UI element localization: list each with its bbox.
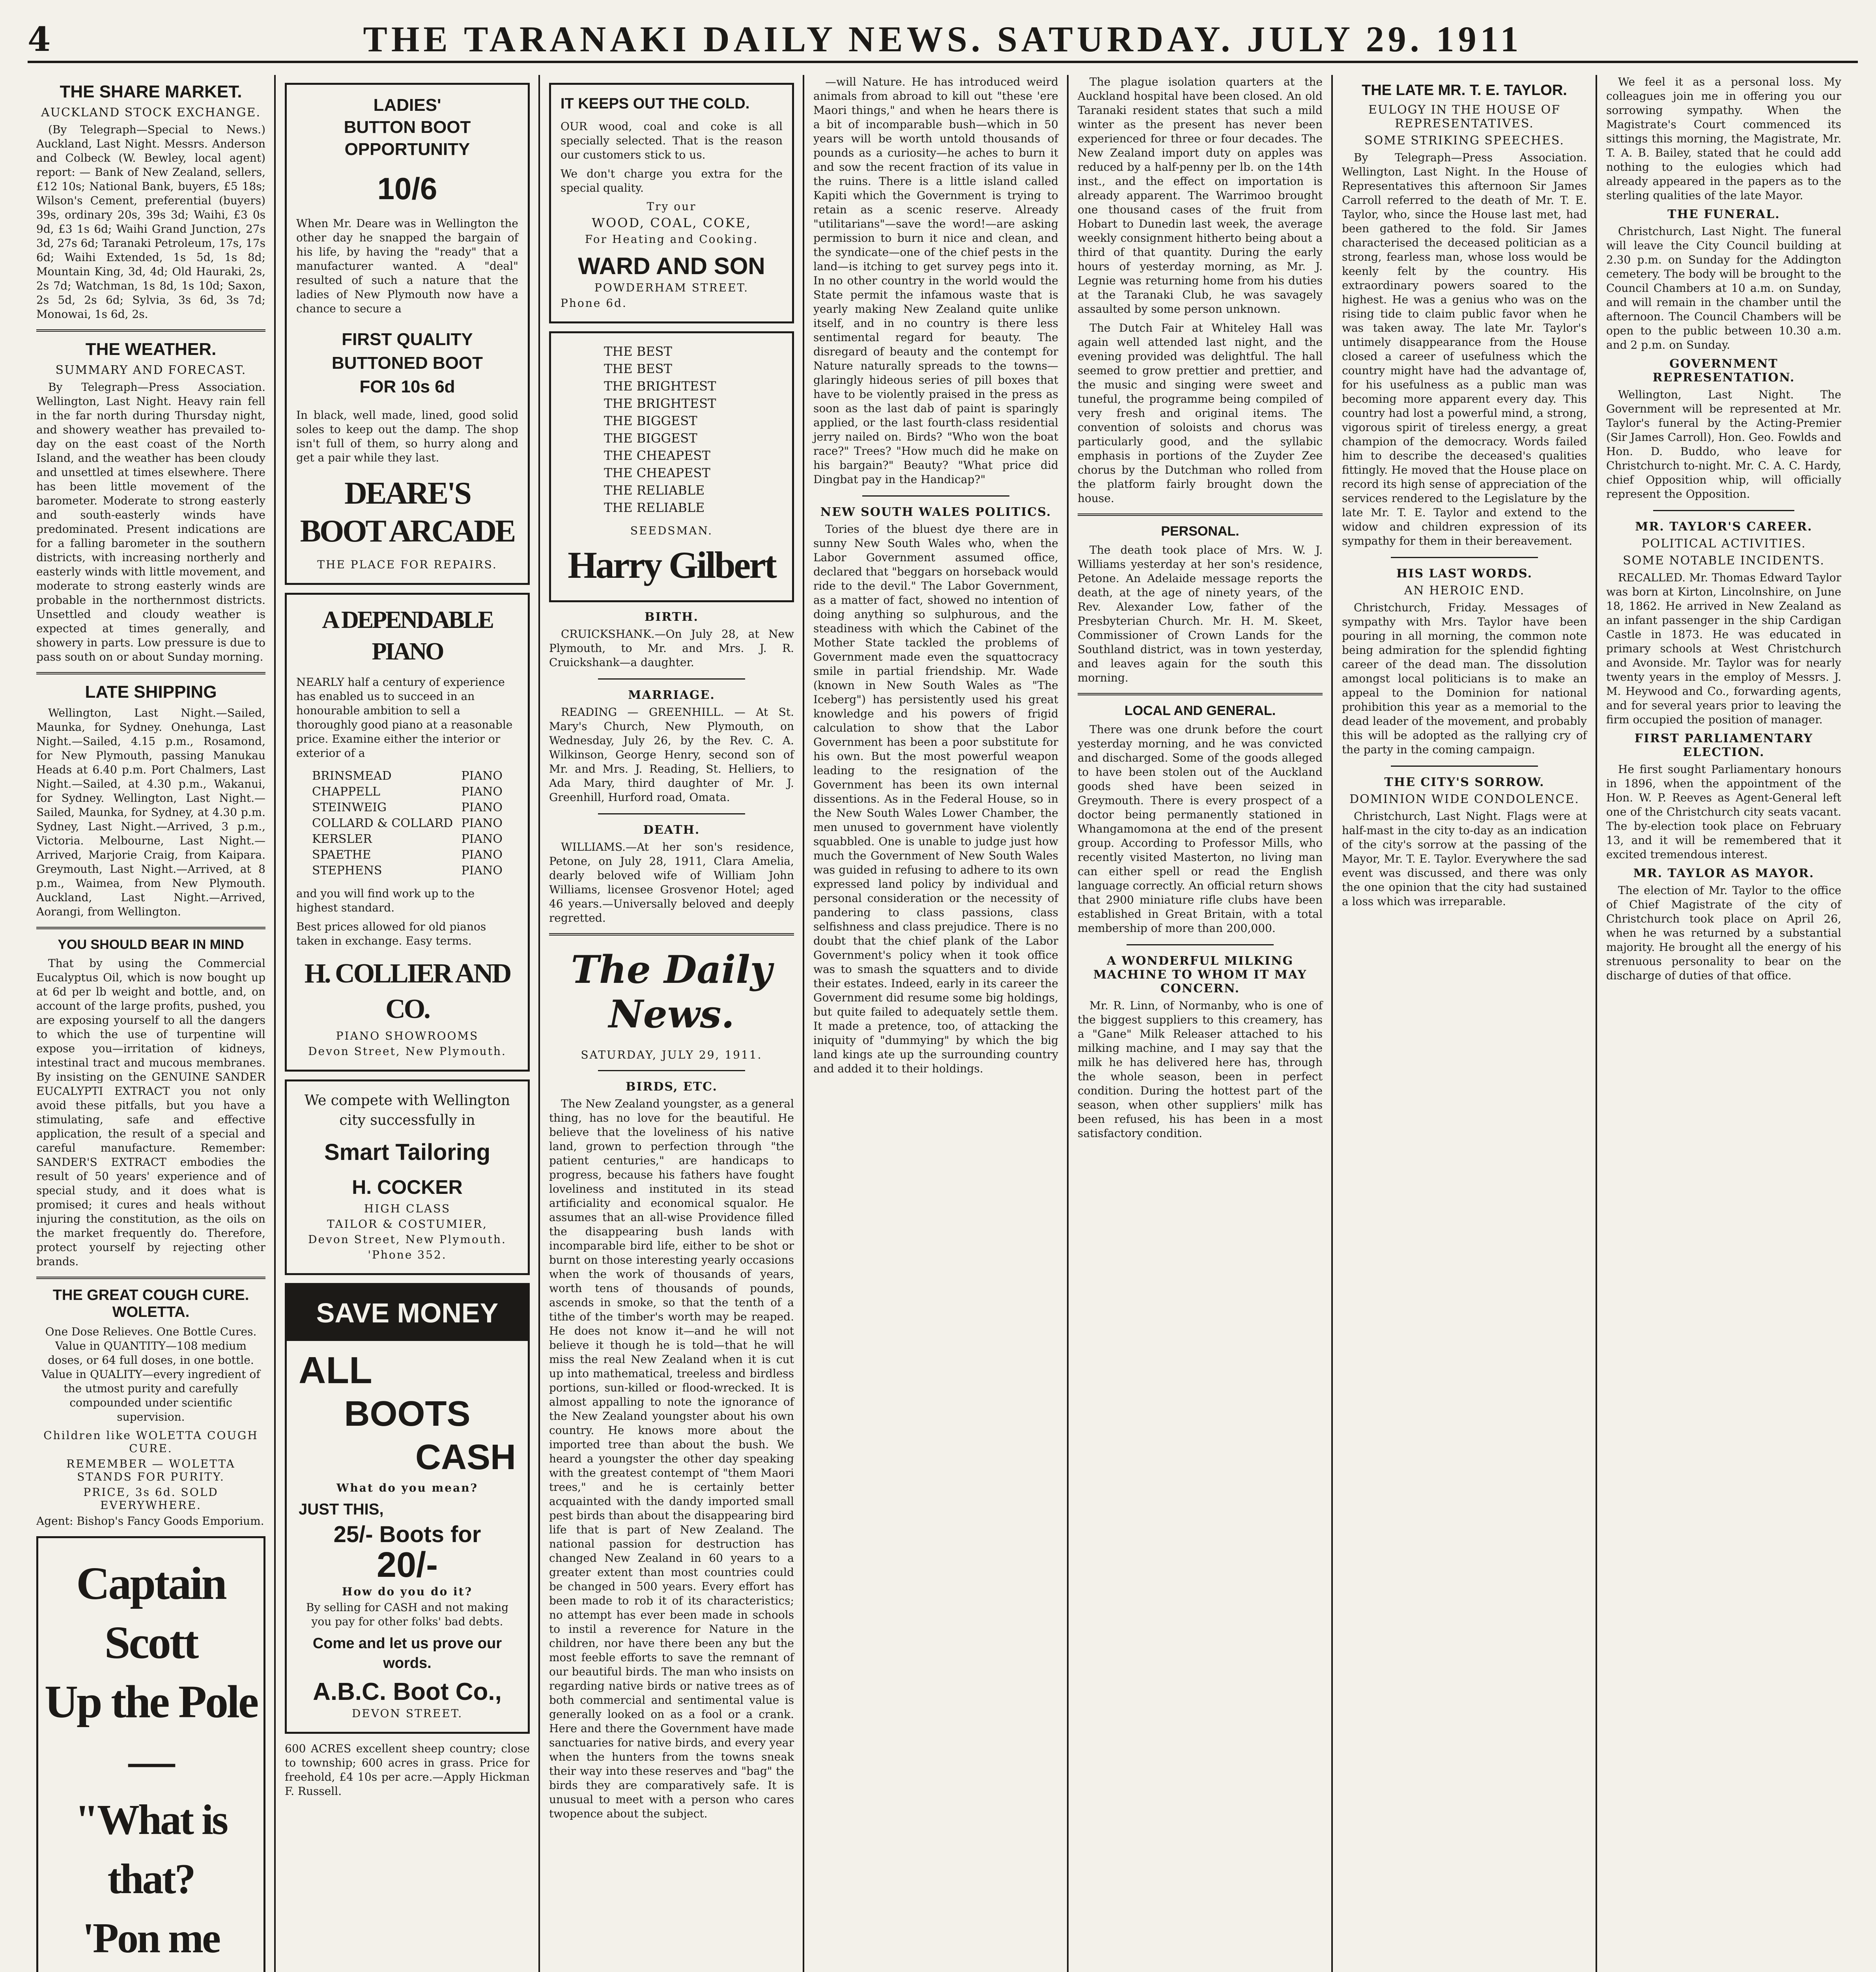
seed-list-item: THE CHEAPEST bbox=[604, 448, 710, 463]
city-sorrow-heading: THE CITY'S SORROW. bbox=[1384, 775, 1545, 789]
last-words-heading: HIS LAST WORDS. bbox=[1396, 567, 1533, 581]
ward-name: WARD AND SON bbox=[578, 253, 765, 279]
piano-prices: Best prices allowed for old pianos taken in exchange. Easy terms. bbox=[296, 920, 486, 947]
marriage-text: READING — GREENHILL. — At St. Mary's Church, New Plymouth, on Wednesday, July 26, by the Rev. C. A. Wilkinson, George Henry, second son of Mr. and Mrs. J. Reading, St. Helliers, to Ada Mary, third daughter of Mr. J. Greenhill, Hurford road, Omata. bbox=[549, 706, 794, 804]
save-money-text: SAVE MONEY bbox=[316, 1298, 499, 1328]
column-rule bbox=[1067, 75, 1069, 1972]
divider bbox=[1078, 693, 1323, 695]
page-number: 4 bbox=[28, 20, 51, 59]
dutch-fair-text: The Dutch Fair at Whiteley Hall was again well attended last night, and the evening provided was delightful. The hall seemed to grow prettier and prettier, and the music and singing were sweet and tuneful, the programme being compiled of very fresh and original items. The convention of soloists and chorus was particularly good, and the syllabic emphasis in portions of the Zuyder Zee chorus by the Dutchman who rolled from the platform fairly brought down the house. bbox=[1078, 321, 1323, 505]
column-1 bbox=[28, 75, 274, 1972]
birds-continued-text: —will Nature. He has introduced weird animals from abroad to kill out "these 'ere Maori things," and when he hears there is a bit of incomparable bush—which in 50 years will be worth untold thousands of pounds as a curiosity—he aches to burn it and sow the recent fraction of its value in the ruins. There is a little island called Kapiti which the Government is trying to retain as a scenic reserve. Already "utilitarians"—save the word!—are asking permission to burn it nice and clean, and the syndicate—one of the chief pests in the land—is itching to get survey pegs into it. In no other country in the world would the State permit the infamous waste that is yearly making New Zealand quite unlike itself, and in no country is there less sentimental regard for beauty. The disregard of beauty and the contempt for Nature naturally spreads to the towns—glaringly hideous series of pill boxes that have to be violently praised in the press as soon as the last dab of paint is sparingly applied, or the last fourth-class residential jerry nailed on. Birds? "Who won the boat race?" Trees? "How much did he make on his bargain?" Beauty? "What price did Dingbat pay in the Handicap?" bbox=[813, 75, 1058, 486]
funeral-heading: THE FUNERAL. bbox=[1667, 207, 1780, 221]
piano-list-item bbox=[312, 784, 503, 800]
divider bbox=[36, 1277, 265, 1279]
piano-kind: PIANO bbox=[461, 769, 503, 783]
piano-maker: STEINWEIG bbox=[312, 801, 387, 814]
gilbert-advert bbox=[549, 331, 794, 602]
quality-line-3: FOR 10s 6d bbox=[359, 377, 455, 396]
sanders-text: That by using the Commercial Eucalyptus Oil, which is now bought up at 6d per lb weight and bottle, and, on account of the large profits, pushed, you are exposing yourself to all the dangers to which the use of turpentine will expose you—irritation of kidneys, intestinal tract and mucous membranes. By insisting on the GENUINE SANDER EUCALYPTI EXTRACT you not only avoid these pitfalls, but you have a stimulating, safe and effective application, the result of a special and careful manufacture. Remember: SANDER'S EXTRACT embodies the result of 50 years' experience and of special study, and it does what is promised; it cures and heals without injuring the constitution, as the oils on the market frequently do. Therefore, protect yourself by rejecting other brands. bbox=[36, 957, 265, 1268]
column-5 bbox=[1069, 75, 1331, 1972]
save-money-advert bbox=[285, 1283, 530, 1734]
seed-list-item: THE RELIABLE bbox=[604, 483, 705, 498]
piano-maker: BRINSMEAD bbox=[312, 769, 392, 783]
taylor-heading: THE LATE MR. T. E. TAYLOR. bbox=[1362, 82, 1567, 99]
quality-text: In black, well made, lined, good solid soles to keep out the damp. The shop isn't full of them, so hurry along and get a pair while they last. bbox=[296, 409, 518, 464]
last-words-text: Christchurch, Friday. Messages of sympathy with Mrs. Taylor have been pouring in all morning, the common note being admiration for the splendid fighting career of the dead man. The dissolution amongst local politicians is to make an appeal to the Dominion for national prohibition this year as a memorial to the dead leader of the movement, and probably this will be adopted as the rallying cry of the party in the coming campaign. bbox=[1342, 601, 1587, 756]
boots-line-4: What do you mean? bbox=[336, 1481, 478, 1494]
birds-heading: BIRDS, ETC. bbox=[626, 1080, 718, 1094]
eulogy-text: By Telegraph—Press Association. Wellington, Last Night. In the House of Representatives this afternoon Sir James Carroll referred to the death of Mr. T. E. Taylor, who, since the House last met, had been gathered to the fold. Sir James characterised the deceased politician as a strong, fearless man, whose loss would be keenly felt by the country. His extraordinary powers soared to the highest. He was a genius who was on the rising tide to claim public favor when he was taken away. The late Mr. Taylor's untimely disappearance from the House closed a career of usefulness which the country might have had the advantage of, for his usefulness as a public man was becoming more apparent every day. This country had lost a powerful mind, a strong, vigorous spirit of tireless energy, a great champion of the democracy. Words failed him to describe the deceased's qualities fittingly. He moved that the House place on record its high sense of appreciation of the services rendered to the Legislature by the late Mr. T. E. Taylor and extend to the widow and children expression of its sympathy for them in their bereavement. bbox=[1342, 151, 1587, 547]
scott-line-3: "What is that? bbox=[75, 1796, 227, 1903]
career-subheading-2: SOME NOTABLE INCIDENTS. bbox=[1623, 554, 1825, 568]
ladies-line-2: BUTTON BOOT bbox=[344, 118, 471, 137]
column-4 bbox=[805, 75, 1067, 1972]
piano-heading: A DEPENDABLE PIANO bbox=[322, 607, 493, 665]
nsw-heading: NEW SOUTH WALES POLITICS. bbox=[820, 505, 1052, 519]
ward-address: POWDERHAM STREET. bbox=[594, 281, 749, 294]
ward-phone: Phone 6d. bbox=[561, 297, 627, 310]
save-money-banner bbox=[287, 1285, 528, 1341]
boots-line-9: By selling for CASH and not making you pay for other folks' bad debts. bbox=[306, 1601, 509, 1628]
scott-advert bbox=[36, 1536, 265, 1972]
condolence-subheading: DOMINION WIDE CONDOLENCE. bbox=[1349, 792, 1579, 806]
cocker-line-3: H. COCKER bbox=[352, 1176, 463, 1198]
stock-exchange-subheading: AUCKLAND STOCK EXCHANGE. bbox=[41, 106, 261, 120]
cocker-line-2: Smart Tailoring bbox=[324, 1139, 491, 1165]
seed-list-item: THE BRIGHTEST bbox=[604, 379, 716, 394]
seed-list bbox=[561, 343, 783, 516]
boots-line-7: 20/- bbox=[376, 1545, 438, 1585]
divider bbox=[549, 933, 794, 936]
seedsman-label: SEEDSMAN. bbox=[630, 524, 713, 537]
ladies-text: When Mr. Deare was in Wellington the other day he snapped the bargain of his life, by having the "ready" that a manufacturer wanted. A "deal" resulted of such a nature that the ladies of New Plymouth now have a chance to secure a bbox=[296, 217, 518, 315]
birth-text: CRUICKSHANK.—On July 28, at New Plymouth, to Mr. and Mrs. J. R. Cruickshank—a daughter. bbox=[549, 627, 794, 669]
deare-line-2: BOOT ARCADE bbox=[300, 514, 515, 549]
funeral-text: Christchurch, Last Night. The funeral will leave the City Council building at 2.30 p.m. on Sunday for the Addington cemetery. The body will be brought to the Council Chambers at 10 a.m. on Sunday, and will remain in the chamber until the afternoon. The Council Chambers will be open to the public between 10.30 a.m. and 2 p.m. on Sunday. bbox=[1606, 225, 1841, 351]
divider bbox=[1127, 944, 1274, 945]
share-market-text: (By Telegraph—Special to News.) Auckland, Last Night. Messrs. Anderson and Colbeck (W. Bewley, local agent) report: — Bank of New Zealand, sellers, £12 10s; National Bank, buyers, £5 18s; Wilson's Cement, preferential (buyers) 39s, ordinary 20s, 39s 3d; Waihi, £3 0s 9d, £3 1s 6d; Waihi Grand Junction, 27s 3d, 27s 6d; Taranaki Petroleum, 17s, 17s 6d; Waihi Extended, 1s 5d, 1s 8d; Mountain King, 3d, 4d; Old Hauraki, 2s, 2s 7d; Watchman, 1s 8d, 1s 10d; Saxon, 2s 5d, 2s 6d; Sylvia, 3s 6d, 3s 7d; Monowai, 1s 6d, 2s. bbox=[36, 123, 265, 321]
collier-address: Devon Street, New Plymouth. bbox=[308, 1045, 506, 1058]
cocker-line-4: HIGH CLASS bbox=[364, 1202, 451, 1215]
piano-kind: PIANO bbox=[461, 832, 503, 846]
death-text: WILLIAMS.—At her son's residence, Petone, on July 28, 1911, Clara Amelia, dearly beloved wife of William John Williams, licensee Grosvenor Hotel; aged 46 years.—Universally beloved and deeply regretted. bbox=[549, 840, 794, 924]
coal-headline: IT KEEPS OUT THE COLD. bbox=[561, 95, 750, 112]
divider bbox=[1391, 766, 1538, 767]
condolence-text: We feel it as a personal loss. My colleagues join me in offering you our sorrowing sympathy. When the Magistrate's Court commenced its sittings this morning, the Magistrate, Mr. T. A. B. Bailey, stated that he could add nothing to the eulogies which had already appeared in the papers as to the sterling qualities of the late Mayor. bbox=[1606, 75, 1841, 202]
cough-cure-text: One Dose Relieves. One Bottle Cures. Value in QUANTITY—108 medium doses, or 64 full doses, in one bottle. Value in QUALITY—every ingredient of the utmost purity and carefully compounded under scientific supervision. bbox=[41, 1325, 260, 1423]
cough-cure-children: Children like WOLETTA COUGH CURE. bbox=[43, 1429, 258, 1455]
coal-text-2: We don't charge you extra for the special quality. bbox=[561, 167, 783, 194]
cough-cure-agent: Agent: Bishop's Fancy Goods Emporium. bbox=[36, 1514, 264, 1528]
piano-maker: KERSLER bbox=[312, 832, 372, 846]
coal-for: For Heating and Cooking. bbox=[585, 233, 759, 246]
seed-list-item: THE CHEAPEST bbox=[604, 465, 710, 480]
piano-maker: STEPHENS bbox=[312, 864, 382, 878]
career-heading: MR. TAYLOR'S CAREER. bbox=[1635, 520, 1812, 534]
column-3 bbox=[540, 75, 803, 1972]
piano-maker: COLLARD & COLLARD bbox=[312, 816, 453, 830]
piano-kind: PIANO bbox=[461, 801, 503, 814]
government-heading: GOVERNMENT REPRESENTATION. bbox=[1652, 357, 1795, 385]
cocker-line-7: 'Phone 352. bbox=[368, 1248, 447, 1261]
boots-line-6: 25/- Boots for bbox=[333, 1522, 481, 1547]
milking-text: Mr. R. Linn, of Normanby, who is one of the biggest suppliers to this creamery, has a "Gane" Milk Releaser attached to his milking machine, and I may say that the milk he has delivered here has, through the whole season, been in perfect condition. During the hottest part of the season, when other suppliers' milk has been refused, his has been in a most satisfactory condition. bbox=[1078, 999, 1323, 1140]
shipping-heading: LATE SHIPPING bbox=[85, 682, 217, 702]
piano-list-item bbox=[312, 831, 503, 847]
column-rule bbox=[274, 75, 276, 1972]
piano-list-item bbox=[312, 863, 503, 879]
cough-cure-price: PRICE, 3s 6d. SOLD EVERYWHERE. bbox=[83, 1486, 219, 1512]
piano-maker: CHAPPELL bbox=[312, 785, 380, 799]
boots-line-2: BOOTS bbox=[344, 1394, 471, 1434]
divider bbox=[36, 927, 265, 929]
death-heading: DEATH. bbox=[643, 823, 700, 837]
shipping-text: Wellington, Last Night.—Sailed, Maunka, for Sydney. Onehunga, Last Night.—Sailed, 4.15 p.m., Rosamond, for New Plymouth, passing Manukau Heads at 6.40 p.m. Port Chalmers, Last Night.—Sailed, at 4.30 p.m., Wakanui, for Sydney. Wellington, Last Night.—Sailed, Maunka, for Sydney, at 4.30 p.m. Sydney, Last Night.—Arrived, 3 p.m., Victoria. Melbourne, Last Night.—Arrived, Marjorie Craig, from Kaipara. Greymouth, Last Night.—Arrived, at 8 p.m., Waimea, from New Plymouth. Auckland, Last Night.—Arrived, Aorangi, from Wellington. bbox=[36, 706, 265, 918]
weather-subheading: SUMMARY AND FORECAST. bbox=[55, 363, 247, 377]
seed-list-item: THE BEST bbox=[604, 344, 672, 359]
government-text: Wellington, Last Night. The Government will be represented at Mr. Taylor's funeral by the Acting-Premier (Sir James Carroll), Hon. Geo. Fowlds and Hon. D. Buddo, who leave for Christchurch to-night. Mr. C. A. C. Hardy, chief Opposition whip, will officially represent the Opposition. bbox=[1606, 388, 1841, 500]
quality-line-1: FIRST QUALITY bbox=[342, 330, 473, 349]
piano-kind: PIANO bbox=[461, 816, 503, 830]
share-market-heading: THE SHARE MARKET. bbox=[60, 82, 242, 101]
column-rule bbox=[1331, 75, 1333, 1972]
cough-cure-remember: REMEMBER — WOLETTA STANDS FOR PURITY. bbox=[66, 1457, 235, 1483]
career-subheading: POLITICAL ACTIVITIES. bbox=[1641, 537, 1806, 551]
masthead-title: THE TARANAKI DAILY NEWS. SATURDAY. JULY 29. 1911 bbox=[363, 19, 1523, 59]
seed-list-item: THE RELIABLE bbox=[604, 500, 705, 515]
heroic-end-subheading: AN HEROIC END. bbox=[1404, 584, 1525, 598]
coal-try: Try our bbox=[647, 200, 697, 213]
masthead bbox=[28, 16, 1858, 63]
divider bbox=[36, 672, 265, 674]
personal-heading: PERSONAL. bbox=[1161, 524, 1239, 539]
column-2 bbox=[276, 75, 538, 1972]
ladies-line-3: OPPORTUNITY bbox=[344, 140, 470, 159]
divider bbox=[862, 495, 1009, 497]
cough-cure-heading: THE GREAT COUGH CURE. WOLETTA. bbox=[52, 1287, 249, 1320]
scott-line-1: Captain Scott bbox=[76, 1557, 226, 1668]
piano-list bbox=[312, 768, 503, 879]
career-text: RECALLED. Mr. Thomas Edward Taylor was born at Kirton, Lincolnshire, on June 18, 1862. He arrived in New Zealand as an infant passenger in the ship Cardigan Castle in 1873. He was educated in primary schools at West Christchurch and Avonside. Mr. Taylor was for nearly twenty years in the employ of Messrs. J. M. Heywood and Co., forwarding agents, and for several years prior to leaving the firm occupied the position of manager. bbox=[1606, 571, 1841, 726]
cocker-advert bbox=[285, 1079, 530, 1275]
personal-text: The death took place of Mrs. W. J. Williams yesterday at her son's residence, Petone. An Adelaide message reports the death, at the age of ninety years, of the Rev. Alexander Low, father of the Presbyterian Church. Mr. H. M. Skeet, Commissioner of Crown Lands for the Southland district, was in town yesterday, and leaves again for the south this morning. bbox=[1078, 543, 1323, 684]
column-rule bbox=[538, 75, 540, 1972]
speeches-subheading: SOME STRIKING SPEECHES. bbox=[1364, 134, 1564, 148]
piano-kind: PIANO bbox=[461, 785, 503, 799]
scott-line-2: Up the Pole— bbox=[44, 1676, 258, 1787]
seed-list-item: THE BIGGEST bbox=[604, 413, 697, 428]
divider bbox=[1653, 510, 1794, 511]
boots-line-1: ALL bbox=[299, 1349, 372, 1391]
column-6 bbox=[1333, 75, 1596, 1972]
weather-text: By Telegraph—Press Association. Wellington, Last Night. Heavy rain fell in the far north during Thursday night, and showery weather has prevailed to-day on the east coast of the North Island, and the weather has been cloudy and unsettled at times elsewhere. There has been little movement of the barometer. Moderate to strong easterly and south-easterly winds have predominated. Present indications are for a falling barometer in the southern districts, with increasing northerly and easterly winds with little movement, and moderate to strong easterly winds are probable in the northernmost districts. Unsettled and cloudy weather is expected at times generally, and showery in parts. Low pressure is due to pass south on or about Sunday morning. bbox=[36, 381, 265, 663]
divider bbox=[1391, 557, 1538, 558]
collier-sub: PIANO SHOWROOMS bbox=[336, 1029, 479, 1042]
piano-kind: PIANO bbox=[461, 848, 503, 862]
boots-line-11: A.B.C. Boot Co., bbox=[313, 1678, 502, 1705]
cocker-line-6: Devon Street, New Plymouth. bbox=[308, 1233, 506, 1246]
local-general-text: There was one drunk before the court yesterday morning, and he was convicted and discharged. Some of the goods alleged to have been stolen out of the Auckland goods shed have been seized in Greymouth. There is every prospect of a doctor being permanently stationed in Whangamomona at the end of the present group. According to Professor Mills, who recently visited Masterton, no living man can either spell or read the English language correctly. An official return shows that 2900 miniature rifle clubs have been established in Great Britain, with a total membership of more than 200,000. bbox=[1078, 723, 1323, 935]
coal-text: OUR wood, coal and coke is all specially selected. That is the reason our customers stick to us. bbox=[561, 120, 783, 161]
paper-date: SATURDAY, JULY 29, 1911. bbox=[581, 1048, 762, 1061]
eulogy-subheading: EULOGY IN THE HOUSE OF REPRESENTATIVES. bbox=[1368, 103, 1561, 131]
boots-line-8: How do you do it? bbox=[342, 1585, 473, 1598]
nsw-text: Tories of the bluest dye there are in sunny New South Wales who, when the Labor Government assumed office, declared that "beggars on horseback would ride to the devil." The Labor Government, as a matter of fact, showed no intention of doing anything so sulphurous, and the steadiness with which the Cabinet of the Mother State tackled the problems of Government made even the squattocracy smile in partial friendship. Mr. Wade (known in New South Wales as "The Iceberg") has persistently used his great knowledge and his powers of frigid calculation to show that the Labor Government has been a poor substitute for his own. But the most powerful weapon leading to the resignation of the Government has been its own internal dissentions. As in the Federal House, so in the New South Wales Lower Chamber, the men unused to government have violently squabbled. One is unable to judge just how much the Government of New South Wales was guided in refusing to adhere to its own expressed land policy by individual and personal consideration or the necessity of pandering to class passions, class selfishness and class prejudice. There is no doubt that the chief plank of the Labor Government's policy when it took office was to smash the squatters and to divide their estates. Indeed, early in its career the Government did resume some big holdings, but quite failed to adequately settle them. It made a pretence, too, of attacking the iniquity of "dummying" by which the big land kings ate up the surrounding country and added it to their holdings. bbox=[813, 523, 1058, 1075]
divider bbox=[598, 1070, 745, 1071]
piano-list-item bbox=[312, 816, 503, 831]
deare-tagline: THE PLACE FOR REPAIRS. bbox=[317, 558, 497, 571]
seed-list-item: THE BIGGEST bbox=[604, 431, 697, 446]
birds-text: The New Zealand youngster, as a general thing, has no love for the beautiful. He believe that the loveliness of his native land, grown to perfection through "the patient centuries," are handicaps to progress, because his fathers have fought loveliness and instituted in its stead artificiality and economical squalor. He assumes that an all-wise Providence filled the disappearing bush lands with incomparable bird life, either to be shot or burnt on those interesting yearly occasions when the work of thousands of years, worth tens of thousands of pounds, ascends in smoke, so that the tenth of a tithe of the timber's worth may be reaped. He does not know it—and he will not believe it though he is told—that he will miss the real New Zealand when it is cut up into mathematical, treeless and birdless portions, sun-killed or flood-wrecked. It is almost appalling to note the ignorance of the New Zealand youngster about his own country. He knows more about the imported tree than about the bush. We heard a youngster the other day speaking with the greatest contempt of "them Maori trees," and he is certainly better acquainted with the dandy imported small pest birds than about the disappearing bird life that is part of New Zealand. The national passion for destruction has changed New Zealand in 60 years to a greater extent than most countries could be changed in 500 years. Every effort has been made to rob it of its characteristics; no attempt has ever been made in schools to instil a reverence for Nature in the children, nor have there been any but the most feeble efforts to save the remnant of our beautiful birds. The man who insists on regarding native birds or native trees as of both commercial and sentimental value is generally looked on as a fool or a crank. Here and there the Government have made sanctuaries for native birds, and every year when the hunters from the towns sneak their way into these reserves and "bag" the birds they are comparatively safe. It is unusual to meet with a person who cares twopence about the subject. bbox=[549, 1097, 794, 1820]
divider bbox=[1078, 514, 1323, 516]
seed-list-item: THE BEST bbox=[604, 361, 672, 376]
boots-line-10: Come and let us prove our words. bbox=[312, 1635, 502, 1671]
election-text: He first sought Parliamentary honours in 1896, when the appointment of the Hon. W. P. Reeves as Agent-General left one of the Christchurch city seats vacant. The by-election took place on February 13, and it will be remembered that it excited tremendous interest. bbox=[1606, 763, 1841, 861]
piano-list-item bbox=[312, 768, 503, 784]
column-rule bbox=[803, 75, 804, 1972]
piano-kind: PIANO bbox=[461, 864, 503, 878]
coal-items: WOOD, COAL, COKE, bbox=[592, 215, 751, 230]
piano-list-item bbox=[312, 800, 503, 816]
quality-line-2: BUTTONED BOOT bbox=[332, 353, 483, 373]
divider bbox=[598, 813, 745, 814]
piano-text: NEARLY half a century of experience has enabled us to succeed in an honourable ambition to sell a thoroughly good piano at a reasonable price. Examine either the interior or exterior of a bbox=[296, 676, 513, 760]
piano-maker: SPAETHE bbox=[312, 848, 371, 862]
sanders-heading: YOU SHOULD BEAR IN MIND bbox=[58, 937, 244, 952]
divider bbox=[598, 678, 745, 680]
gilbert-name: Harry Gilbert bbox=[568, 544, 775, 586]
news-items-text: The plague isolation quarters at the Auckland hospital have been closed. An old Taranaki resident states that such a mild winter as the present has never been experienced for three or four decades. The New Zealand import duty on apples was reduced by a half-penny per lb. on the 14th inst., and the effect on importation is already apparent. The Warrimoo brought one thousand cases of the fruit from Hobart to Dunedin last week, the average weekly consignment hitherto being about a third of that quantity. During the early hours of yesterday morning, as Mr. J. Legnie was returning home from his duties at the Taranaki Club, he was savagely assaulted by some person unknown. bbox=[1078, 75, 1323, 316]
cocker-line-5: TAILOR & COSTUMIER, bbox=[327, 1218, 488, 1231]
sheep-country-advert: 600 ACRES excellent sheep country; close to township; 600 acres in grass. Price for freehold, £4 10s per acre.—Apply Hickman F. Russell. bbox=[285, 1742, 530, 1798]
election-heading: FIRST PARLIAMENTARY ELECTION. bbox=[1634, 732, 1813, 759]
birth-heading: BIRTH. bbox=[645, 610, 699, 624]
piano-list-item bbox=[312, 847, 503, 863]
local-general-heading: LOCAL AND GENERAL. bbox=[1124, 703, 1276, 718]
column-7 bbox=[1598, 75, 1850, 1972]
boots-line-3: CASH bbox=[415, 1438, 516, 1477]
weather-heading: THE WEATHER. bbox=[85, 340, 217, 359]
boots-line-12: DEVON STREET. bbox=[351, 1707, 463, 1720]
seed-list-item: THE BRIGHTEST bbox=[604, 396, 716, 411]
piano-advert bbox=[285, 593, 530, 1072]
city-sorrow-text: Christchurch, Last Night. Flags were at half-mast in the city to-day as an indication of the city's sorrow at the passing of the Mayor, Mr. T. E. Taylor. Everywhere the sad event was discussed, and there was only the one opinion that the city had sustained a loss which was irreparable. bbox=[1342, 810, 1587, 908]
piano-tail: and you will find work up to the highest standard. bbox=[296, 887, 475, 914]
mayor-heading: MR. TAYLOR AS MAYOR. bbox=[1633, 866, 1814, 880]
scott-line-4: 'Pon me bbox=[82, 1915, 219, 1962]
ladies-price: 10/6 bbox=[377, 171, 437, 206]
ladies-line-1: LADIES' bbox=[373, 95, 441, 115]
column-rule bbox=[1596, 75, 1597, 1972]
collier-name: H. COLLIER AND CO. bbox=[304, 958, 510, 1024]
ladies-boot-advert bbox=[285, 83, 530, 585]
coal-advert bbox=[549, 83, 794, 323]
deare-line-1: DEARE'S bbox=[344, 476, 470, 511]
divider bbox=[36, 329, 265, 332]
milking-heading: A WONDERFUL MILKING MACHINE TO WHOM IT MAY CONCERN. bbox=[1093, 954, 1307, 995]
cocker-line-1: We compete with Wellington city successfully in bbox=[304, 1092, 510, 1128]
marriage-heading: MARRIAGE. bbox=[628, 688, 715, 702]
paper-nameplate: The Daily News. bbox=[571, 947, 772, 1036]
boots-line-5: JUST THIS, bbox=[299, 1501, 384, 1518]
mayor-text: The election of Mr. Taylor to the office of Chief Magistrate of the city of Christchurch took place on April 26, when he was returned by a substantial majority. He brought all the energy of his strenuous personality to bear on the discharge of duties of that office. bbox=[1606, 884, 1841, 982]
